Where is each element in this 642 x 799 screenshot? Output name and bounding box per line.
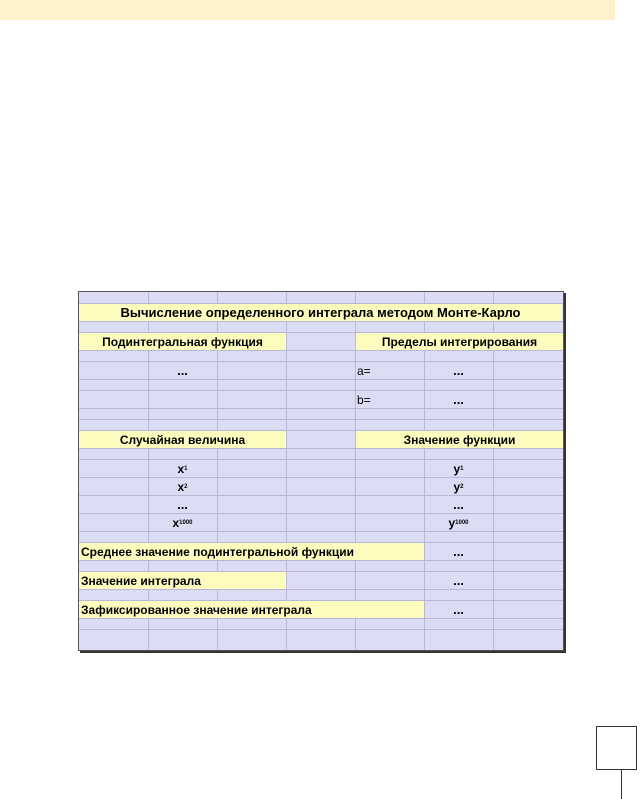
y1000-cell: y 1000 [448,515,469,530]
integral-value-label: Значение интеграла [79,572,286,589]
fixed-integral-label: Зафиксированное значение интеграла [79,601,424,618]
integrand-value: ... [177,363,188,378]
integrand-header: Подинтегральная функция [79,333,286,350]
random-variable-header: Случайная величина [79,431,286,448]
b-label: b= [357,392,371,407]
fixed-integral-value: ... [453,602,464,617]
x1000-cell: x 1000 [172,515,193,530]
page-number-box [596,726,637,770]
page-edge-line [621,770,622,799]
x-ellipsis: ... [177,497,188,512]
y1-cell: y 1 [453,461,464,476]
integral-value: ... [453,573,464,588]
y2-cell: y 2 [453,479,464,494]
x2-cell: x 2 [177,479,188,494]
limits-header: Пределы интегрирования [356,333,563,350]
sheet-title: Вычисление определенного интеграла методом Монте-Карло [79,304,562,321]
mean-value-label: Среднее значение подинтегральной функции [79,543,424,560]
mean-value: ... [453,544,464,559]
b-value: ... [453,392,464,407]
y-ellipsis: ... [453,497,464,512]
x1-cell: x 1 [177,461,188,476]
a-value: ... [453,363,464,378]
top-band [0,0,615,20]
a-label: a= [357,363,371,378]
spreadsheet [78,291,564,651]
function-value-header: Значение функции [356,431,563,448]
